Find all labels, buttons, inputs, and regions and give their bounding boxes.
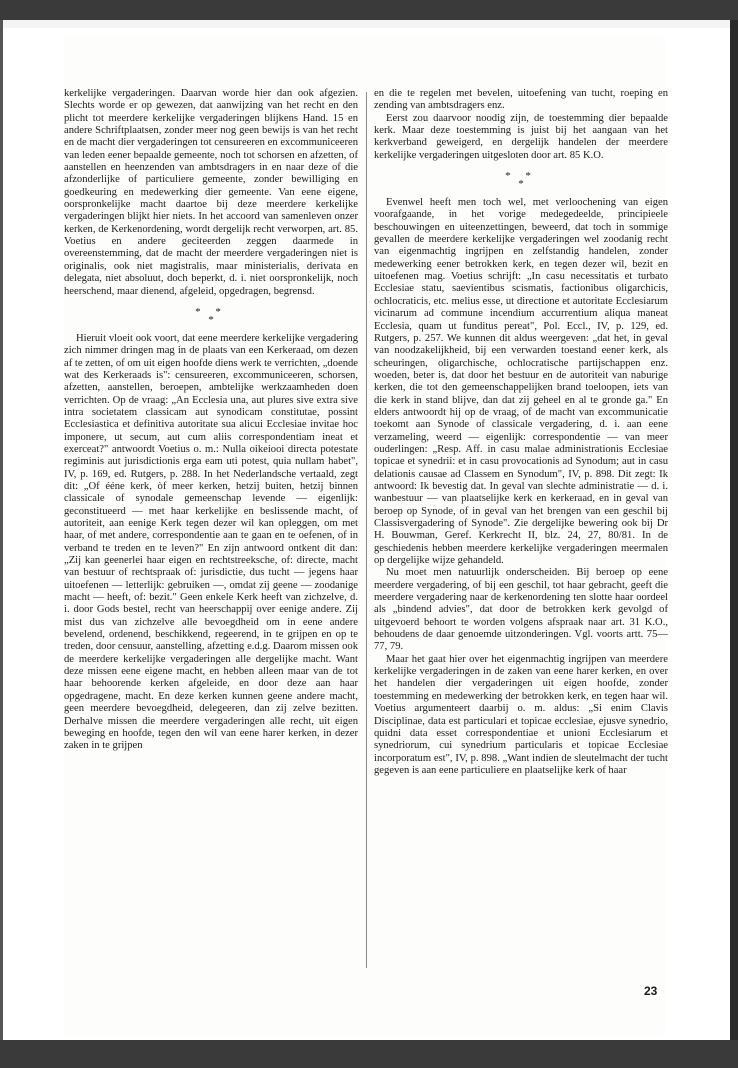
scan-top-border: [0, 0, 738, 20]
separator-star: *: [195, 305, 207, 318]
paragraph: Nu moet men natuurlijk onderscheiden. Bij beroep op eene meerdere vergadering, of bij een geschil, tot haar gebracht, geeft die meerdere vergadering naar de kerkenordening ten slotte haar oordeel als „bindend advies", dat door de betrokken kerk gevolgd of uitgevoerd behoort te worden volgens afspraak naar art. 31 K.O., behoudens de daar genoemde uitzonderingen. Vgl. voorts artt. 75—77, 79.: [374, 567, 668, 653]
section-separator: [374, 170, 668, 191]
separator-star: *: [505, 170, 517, 183]
separator-star: *: [518, 178, 524, 191]
book-page: [64, 36, 666, 1036]
column-divider: [366, 92, 367, 968]
right-column: [374, 88, 668, 777]
scan-left-border: [0, 20, 3, 1040]
paragraph: kerkelijke vergaderingen. Daarvan worde hier dan ook afgezien. Slechts worde er op gewezen, dat aanwijzing van het recht en den plicht tot meerdere kerkelijke vergaderingen blijkens Hand. 15 en andere Schriftplaatsen, zonder meer nog geen bewijs is van het recht en de macht dier vergaderingen tot censureeren en excommuniceeren van leden eener bepaalde gemeente, noch tot schorsen en afzetten, of aanstellen en heenzenden van ambtsdragers in en naar deze of die afzonderlijke of particuliere gemeente, zonder bewilliging en goedkeuring en medewerking dier gemeente. Van eene eigene, oorspronkelijke macht daartoe bij deze meerdere kerkelijke vergaderingen blijkt hier niets. In het accoord van samenleven onzer kerken, de Kerkenordening, wordt dergelijk recht verworpen, art. 85. Voetius en andere geciteerden zeggen daarmede in overeenstemming, dat de macht der meerdere vergaderingen niet is originalis, ook niet magistralis, maar ministerialis, derivata en delegata, niet absoluut, doch beperkt, d. i. niet oorspronkelijk, noch heerschend, maar dienend, afgeleid, opgedragen, begrensd.: [64, 88, 358, 297]
paragraph: Eerst zou daarvoor noodig zijn, de toestemming dier bepaalde kerk. Maar deze toestemming is juist bij het aangaan van het kerkverband geweigerd, en dergelijk handelen der meerdere kerkelijke vergaderingen uitgesloten door art. 85 K.O.: [374, 112, 668, 161]
paragraph: Evenwel heeft men toch wel, met verloochening van eigen voorafgaande, in het vorige medegedeelde, principieele beschouwingen en uiteenzettingen, beweerd, dat toch in sommige gevallen de meerdere kerkelijke vergaderingen wel zoodanig recht van eigenmachtig ingrijpen en zelfstandig handelen, zonder medewerking eener betrokken kerk, en tegen dezer wil, bezit en uitoefenen mag. Voetius schrijft: „In casu necessitatis et turbato Ecclesiae statu, saevientibus scismatis, factionibus oligarchicis, ochlocraticis, etc. melius esse, ut directione et autoritate Ecclesiarum vicinarum ad commune incendium accurrentium aliqua maneat Ecclesia, quam ut funditus pereat", Pol. Eccl., IV, p. 129, ed. Rutgers, p. 257. We kunnen dit aldus weergeven: „dat het, in geval van noodzakelijkheid, bij een verwarden toestand eener kerk, als scheuringen, oligarchische, ochlocratische partijschappen enz. woeden, beter is, dat door het bestuur en de autoriteit van naburige kerken, die tot den gemeenschappelijken brand toeloopen, iets van die kerk in stand blijve, dan dat zij geheel en al te gronde ga." En elders antwoordt hij op de vraag, of de macht van excommunicatie toekomt aan Synode of classicale vergadering, d. i. aan eene verzameling, weerd — eigenlijk: correspondentie — van meer ouderlingen: „Resp. Aff. in casu malae administrationis Ecclesiae topicae et synedrii: et in casu provocationis ad Synodum; aut in casu delationis causae ad Classem en Synodum", IV, p. 898. Dit zegt: Ik antwoord: Ik bevestig dat. In geval van slechte administratie — d. i. wanbestuur — van plaatselijke kerk en kerkeraad, en in geval van beroep op Synode, of in geval van het brengen van een geschil bij Classisvergadering of Synode". Zie dergelijke bewering ook bij Dr H. Bouwman, Geref. Kerkrecht II, blz. 24, 27, 80/81. In de geschiedenis hebben meerdere kerkelijke vergaderingen meermalen op dergelijke wijze gehandeld.: [374, 197, 668, 567]
scan-bottom-border: [0, 1040, 738, 1068]
scan-right-border: [730, 20, 738, 1040]
left-column: [64, 88, 358, 753]
page-number: 23: [644, 984, 658, 998]
section-separator: [64, 306, 358, 327]
separator-star: *: [215, 305, 227, 318]
separator-star: *: [208, 313, 214, 326]
paragraph: Hieruit vloeit ook voort, dat eene meerdere kerkelijke vergadering zich nimmer dringen mag in de plaats van een Kerkeraad, om dezen af te zetten, of om uit eigen hoofde diens werk te verrichten, „doende wat des Kerkeraads is": censureeren, excommuniceeren, schorsen, afzetten, aanstellen, beroepen, ambtelijke werkzaamheden doen verrichten. Op de vraag: „An Ecclesia una, aut plures sive extra sive intra societatem classicam aut synodicam constitutae, possint Ecclesiastica et definitiva autoritate sua alicui Ecclesiae invitae hoc imponere, ut secum, aut cum aliis correspondentiam ineat et exerceat?" antwoordt Voetius o. m.: Nulla oikeiooi directa potestate regiminis aut jurisdictionis erga eam uti potest, quia nullam habet", IV, p. 169, ed. Rutgers, p. 288. In het Nederlandsche vertaald, zegt dit: „Of ééne kerk, òf meer kerken, hetzij buiten, hetzij binnen classicale of synodale gemeenschap levende — eigenlijk: geconstitueerd — met haar kerkelijke en beslissende macht, of autoriteit, aan eenige Kerk tegen dezer wil kan opleggen, om met haar, of met andere, correspondentie aan te gaan en te oefenen, of in verband te treden en te leven?" En zijn antwoord ontkent dit dan: „Zij kan geenerlei haar eigen en rechtstreeksche, of: directe, macht van bestuur of rechtspraak of: jurisdictie, dus tucht — jegens haar uitoefenen — letterlijk: gebruiken —, omdat zij geene — zoodanige macht — heeft, of: bezit." Geen enkele Kerk heeft van zichzelve, d. i. door Gods bestel, recht van heerschappij over eenige andere. Zij mist dus van zichzelve alle bevoegdheid om in eene andere bevelend, ordenend, beschikkend, regeerend, in te grijpen en op te treden, door censuur, aanstelling, afzetting e.d.g. Daarom missen ook de meerdere kerkelijke vergaderingen alle dergelijke macht. Want deze missen eene eigene macht, en hebben alleen maar van de tot haar behoorende kerken afgeleide, en door deze aan haar opgedragene, macht. En deze kerken kunnen geene andere macht, geen meerdere bevoegdheid, delegeeren, dan zij zelve bezitten. Derhalve missen die meerdere vergaderingen alle recht, uit eigen beweging en hoofde, tegen den wil van eene harer kerken, in dezer zaken in te grijpen: [64, 332, 358, 752]
scan-top-margin: [0, 20, 738, 28]
paragraph: Maar het gaat hier over het eigenmachtig ingrijpen van meerdere kerkelijke vergaderingen in de zaken van eene harer kerken, en over het handelen dier vergaderingen uit eigen hoofde, zonder toestemming en medewerking der betrokken kerk, en tegen haar wil. Voetius argumenteert daarbij o. m. aldus: „Si enim Clavis Disciplinae, data est particulari et topicae ecclesiae, ejusve synedrio, quidni data esset correspondentiae et unioni Ecclesiarum et synedriorum, cui synedrium particularis et topicae Ecclesiae incorporatum est", IV, p. 898. „Want indien de sleutelmacht der tucht gegeven is aan eene particuliere en plaatselijke kerk of haar: [374, 653, 668, 776]
paragraph: en die te regelen met bevelen, uitoefening van tucht, roeping en zending van ambtsdragers enz.: [374, 88, 668, 112]
separator-star: *: [525, 170, 537, 183]
